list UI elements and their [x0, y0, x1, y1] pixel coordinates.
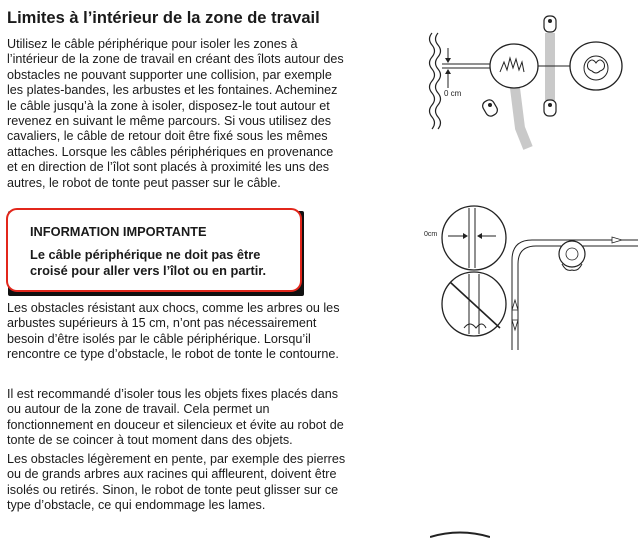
direction-arrow-down — [512, 320, 518, 330]
gap-label: 0 cm — [444, 89, 462, 98]
paragraph-fixed-objects: Il est recommandé d’isoler tous les objets fixes placés dans ou autour de la zone de travail. Cela permet un fonctionnement en douceur et silencieux et évite au robot de tonte de se coincer à tout moment dans des objets. — [7, 387, 344, 448]
hedge-edge-inner — [436, 33, 441, 129]
crossing-illustration — [422, 200, 638, 350]
gap-arrow-bottom-head — [445, 69, 451, 74]
paragraph-island-instructions: Utilisez le câble périphérique pour isoler les zones à l’intérieur de la zone de travail en créant des îlots autour des obstacles ne pouvant supporter une collision, par exemple les plates-bandes, les arbustes et les fontaines. Acheminez le câble jusqu’à la zone à isoler, disposez-le tout autour et revenez en suivant le même parcours. Si vous utilisez des cavaliers, le câble de retour doit être fixé sous les mêmes attaches. Lorsque les câbles périphériques en provenance et en direction de l’îlot sont placés à proximité les uns des autres, le robot de tonte peut passer sur le câble. — [7, 37, 344, 190]
mower-icon — [481, 98, 499, 118]
notice-box — [6, 208, 302, 292]
mower-icon — [544, 100, 556, 116]
direction-arrow-up — [512, 300, 518, 310]
magnifier-correct — [442, 206, 506, 270]
direction-arrow-right — [612, 237, 622, 243]
notice-body: Le câble périphérique ne doit pas être croisé pour aller vers l’îlot ou en partir. — [30, 247, 267, 278]
gap-label: 0cm — [424, 231, 438, 238]
hedge-edge — [430, 33, 435, 129]
next-illustration-partial — [430, 528, 490, 538]
paragraph-sloped-obstacles: Les obstacles légèrement en pente, par exemple des pierres ou de grands arbres aux racines qui affleurent, doivent être isolés ou retirés. Sinon, le robot de tonte peut glisser sur ce type d’obstacle, ce qui endommage les lames. — [7, 452, 346, 513]
notice-title: INFORMATION IMPORTANTE — [30, 224, 207, 239]
island-illustration — [420, 8, 636, 156]
gap-arrow-top-head — [445, 58, 451, 63]
important-notice — [6, 208, 306, 296]
section-title: Limites à l’intérieur de la zone de travail — [7, 9, 320, 27]
mower-icon — [544, 16, 556, 32]
mower-path-1 — [515, 88, 528, 148]
shrub-core — [566, 248, 578, 260]
partial-shape — [430, 533, 490, 538]
paragraph-sturdy-obstacles: Les obstacles résistant aux chocs, comme les arbres ou les arbustes supérieurs à 15 cm, n’ont pas nécessairement besoin d’être isolés par le câble périphérique. Lorsqu’il rencontre ce type d’obstacle, le robot de tonte le contourne. — [7, 301, 340, 362]
